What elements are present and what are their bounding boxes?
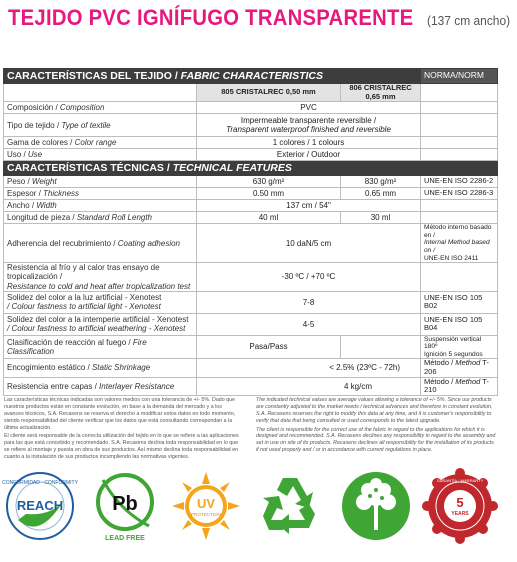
row-label: Gama de colores / <box>7 138 75 148</box>
table-row <box>4 263 498 292</box>
section-title-es: CARACTERÍSTICAS DEL TEJIDO / <box>7 69 181 82</box>
value-806: 830 g/m² <box>341 176 421 188</box>
row-label-en: Composition <box>59 103 105 113</box>
table-row <box>4 313 498 335</box>
row-label-en: Weight <box>31 177 57 187</box>
row-label: Clasificación de reacción al fuego / <box>7 337 133 347</box>
table-row <box>4 188 498 200</box>
row-label-en: Use <box>27 150 43 160</box>
row-label-en: Color range <box>74 138 117 148</box>
warranty-label: YEARS <box>451 511 469 517</box>
row-value: PVC <box>197 102 421 114</box>
uv-label: PROTECTION <box>191 512 221 517</box>
fabric-section-header <box>4 69 498 84</box>
footnote-paragraph: Las características técnicas indicadas son valores medios con una tolerancia de +/- 5%. Dado que nuestros productos están en constante evolución, en base a la demanda del mercado y a los avances técnicos, S.A. Recasens se reserva el derecho a modificar estos datos en todo momento, siendo responsabilidad del cliente verificar que los datos que está consultando correspondan a la última actualización. <box>4 397 236 431</box>
row-value: 137 cm / 54" <box>197 200 421 212</box>
norma-header: NORMA/NORM <box>421 69 498 84</box>
table-row <box>4 377 498 395</box>
column-header-row <box>4 84 498 102</box>
table-row <box>4 359 498 377</box>
lead-free-label: LEAD FREE <box>105 535 145 542</box>
row-label-en: Thickness <box>43 189 80 199</box>
row-label-en: Coating adhesion <box>117 238 181 248</box>
norm-line: Internal Method based on / <box>424 239 490 254</box>
norm-code: T-210 <box>424 376 489 395</box>
reach-ring-text: CONFORMIDAD · CONFORMITY <box>2 480 78 486</box>
norm: UNE-EN ISO 2286-3 <box>421 188 498 200</box>
table-row <box>4 137 498 149</box>
row-label: Solidez del color a la intemperie artificial - Xenotest <box>7 315 189 325</box>
norm: UNE-EN ISO 2286-2 <box>421 176 498 188</box>
table-row <box>4 176 498 188</box>
row-value: Exterior / Outdoor <box>197 149 421 161</box>
row-label: Longitud de pieza / <box>7 213 77 223</box>
norm-line: UNE-EN ISO 2411 <box>424 254 479 262</box>
row-value: -30 ºC / +70 ºC <box>197 263 421 292</box>
col-806: 806 CRISTALREC 0,65 mm <box>341 84 421 102</box>
footnote-en <box>256 397 496 456</box>
table-row <box>4 291 498 313</box>
row-value: 4-5 <box>197 313 421 335</box>
reach-text: REACH <box>16 498 64 513</box>
row-value: 7-8 <box>197 291 421 313</box>
table-row <box>4 212 498 224</box>
warranty-number: 5 <box>456 495 464 510</box>
row-label-en: Width <box>36 201 57 211</box>
table-row <box>4 335 498 359</box>
title-width: (137 cm ancho) <box>426 13 510 28</box>
norm: Método / <box>424 358 456 368</box>
value-805: 0.50 mm <box>197 188 341 200</box>
reach-logo <box>4 470 76 542</box>
lead-free-symbol: Pb <box>112 493 138 515</box>
norm: Método / <box>424 376 456 386</box>
technical-section-header <box>4 161 498 176</box>
footnote-paragraph: El cliente será responsable de la correcta utilización del tejido en lo que se refiere a las aplicaciones para las que está concebido y recomendado. S.A. Recasens declina toda responsabilidad en lo que se refiere al montaje y puesta en obra de sus productos. Así mismo declina toda responsabilidad en cuanto a la instalación de sus productos incumpliendo las normativas vigentes. <box>4 433 239 460</box>
warranty-ring-text: GARANTÍA · WARRANTY <box>436 478 484 483</box>
row-label: Uso / <box>7 150 28 160</box>
section-title-en: TECHNICAL FEATURES <box>172 162 292 175</box>
section-title-es: CARACTERÍSTICAS TÉCNICAS / <box>7 162 173 175</box>
row-label: Ancho / <box>7 201 37 211</box>
value-805: Pasa/Pass <box>197 335 341 359</box>
value-806: 0.65 mm <box>341 188 421 200</box>
table-row <box>4 114 498 137</box>
value-805: 40 ml <box>197 212 341 224</box>
recycle-icon <box>253 470 325 542</box>
row-label-en: Standard Roll Length <box>76 213 153 223</box>
page-title <box>8 5 517 33</box>
row-label-en: Static Shrinkage <box>91 363 151 373</box>
row-label: Peso / <box>7 177 32 187</box>
value-806: 30 ml <box>341 212 421 224</box>
table-row <box>4 102 498 114</box>
norm-en: Method <box>455 358 481 368</box>
table-row <box>4 224 498 263</box>
lead-free-logo <box>89 470 161 542</box>
row-label: Solidez del color a la luz artificial - Xenotest <box>7 293 162 303</box>
footnote-es <box>4 397 242 463</box>
uv-symbol: UV <box>196 496 216 511</box>
row-label-en: Fire Classification <box>7 337 147 357</box>
tree-icon <box>340 470 412 542</box>
row-label: Adherencia del recubrimiento / <box>7 238 118 248</box>
row-label: Espesor / <box>7 189 44 199</box>
title-main: TEJIDO PVC IGNÍFUGO TRANSPARENTE <box>8 5 414 30</box>
certification-logos <box>0 470 500 562</box>
warranty-seal <box>424 470 496 542</box>
footnote-paragraph: The client is responsible for the correct use of the fabric in regard to the applications for which it is designed and recommended. S.A. Recasens declines any responsibility in regard to the assembly and set in use on site of its products. Recasens declines all responsibility for the installation of its products if not used properly and / or in accordance with current regulations in place. <box>256 426 496 454</box>
table-row <box>4 149 498 161</box>
row-value: 10 daN/5 cm <box>197 224 421 263</box>
row-label: Resistencia al frío y al calor tras ensayo de tropicalización / <box>7 263 160 282</box>
norm-line: Suspensión vertical 180º <box>424 335 482 351</box>
row-value: 4 kg/cm <box>197 377 421 395</box>
row-value: < 2.5% (23ºC - 72h) <box>197 359 421 377</box>
row-label: Tipo de tejido / <box>7 120 62 130</box>
row-label-en: Resistance to cold and heat after tropicalization test <box>7 281 191 291</box>
row-label-en: Interlayer Resistance <box>99 381 175 391</box>
row-label: Encogimiento estático / <box>7 363 92 373</box>
spec-table <box>3 68 498 396</box>
norm-line: Método interno basado en / <box>424 224 492 239</box>
norm-code: T-206 <box>424 358 489 377</box>
norm-en: Method <box>455 376 481 386</box>
row-label-en: / Colour fastness to artificial weathering - Xenotest <box>7 324 186 334</box>
row-label-en: / Colour fastness to artificial light - Xenotest <box>7 302 161 312</box>
row-value: 1 colores / 1 colours <box>197 137 421 149</box>
norm: UNE-EN ISO 105 B04 <box>421 313 498 335</box>
row-value-en: Transparent waterproof finished and reversible <box>226 125 391 135</box>
row-label-en: Type of textile <box>61 120 111 130</box>
uv-protection-logo <box>170 470 242 542</box>
value-805: 630 g/m² <box>197 176 341 188</box>
norm-line: Ignición 5 segundos <box>424 350 483 358</box>
table-row <box>4 200 498 212</box>
row-label: Composición / <box>7 103 60 113</box>
row-label: Resistencia entre capas / <box>7 381 100 391</box>
col-805: 805 CRISTALREC 0,50 mm <box>197 84 341 102</box>
section-title-en: FABRIC CHARACTERISTICS <box>180 69 323 82</box>
footnote-paragraph: The indicated technical values are average values allowing a tolerance of +/- 5%. Since our products are constantly adjusted to the market needs / technical advances and therefore in constant evolution, S.A. Recasens reserves the right to modify this data at any time, and it is customer's responsibility to verify that data that being consulted or used corresponds to the latest upgrade. <box>256 397 493 424</box>
row-value: Impermeable transparente reversible / <box>240 116 377 126</box>
norm: UNE-EN ISO 105 B02 <box>421 291 498 313</box>
